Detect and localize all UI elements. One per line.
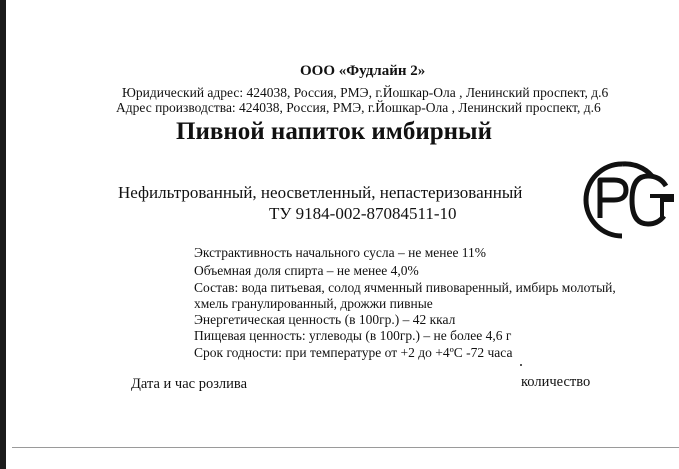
tu-standard: ТУ 9184-002-87084511-10 [269,204,457,223]
spec-alcohol: Объемная доля спирта – не менее 4,0% [194,263,419,278]
legal-address: Юридический адрес: 424038, Россия, РМЭ, г.Йошкар-Ола , Ленинский проспект, д.6 [122,85,609,100]
production-address: Адрес производства: 424038, Россия, РМЭ, г.Йошкар-Ола , Ленинский проспект, д.6 [116,100,601,115]
company-name: ООО «Фудлайн 2» [300,63,426,79]
spec-energy: Энергетическая ценность (в 100гр.) – 42 ккал [194,312,456,327]
spec-composition: Состав: вода питьевая, солод ячменный пивоваренный, имбирь молотый, [194,280,616,295]
product-name: Пивной напиток имбирный [176,118,492,145]
spec-nutrition: Пищевая ценность: углеводы (в 100гр.) – не более 4,6 г [194,328,512,343]
spec-shelf-life: Срок годности: при температуре от +2 до +4ºС -72 часа [194,345,513,360]
scan-edge [0,0,6,469]
product-description: Нефильтрованный, неосветленный, непастеризованный [118,183,523,202]
spec-composition-cont: хмель гранулированный, дрожжи пивные [194,296,433,311]
quantity-label: количество [521,374,591,390]
bottling-date-label: Дата и час розлива [131,376,248,392]
rst-certification-mark-icon [582,156,674,244]
bottom-edge [12,447,679,448]
speck [520,364,522,366]
spec-extract: Экстрактивность начального сусла – не менее 11% [194,245,487,260]
